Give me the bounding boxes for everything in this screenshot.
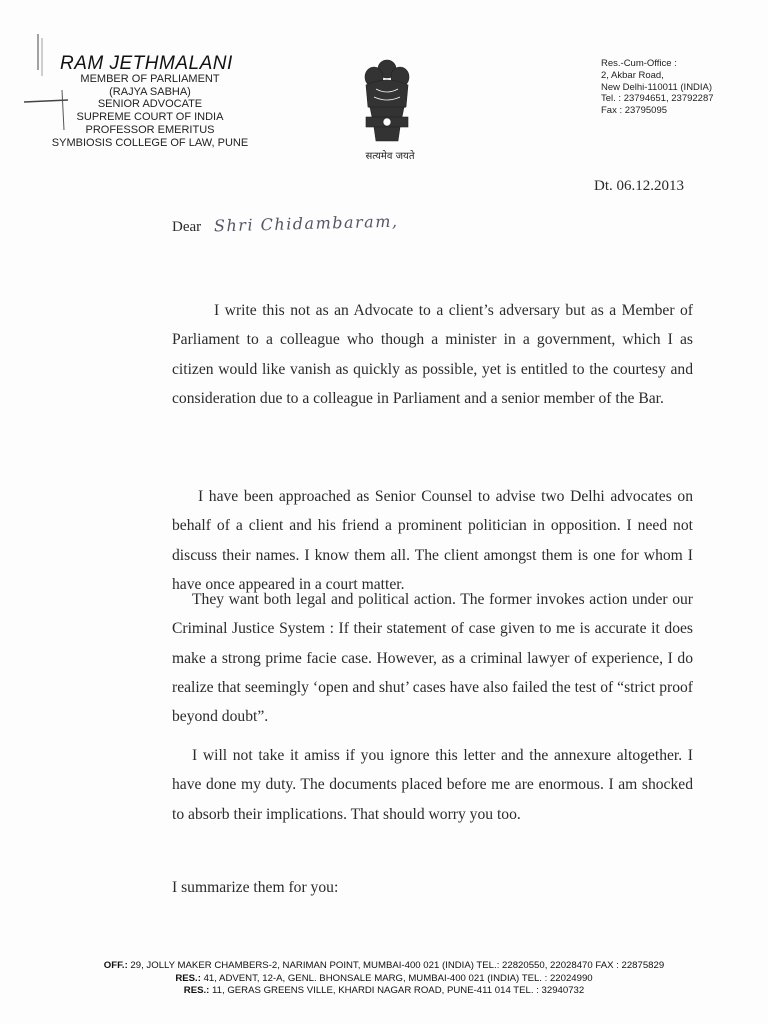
footer-line: [20, 985, 748, 998]
letterhead-left: [30, 53, 270, 150]
body-paragraph: I have been approached as Senior Counsel to advise two Delhi advocates on behalf of a client and his friend a prominent politician in opposition. I need not discuss their names. I know them all. The client amongst them is one for whom I have once appeared in a court matter.: [172, 488, 693, 593]
letterhead-line: SYMBIOSIS COLLEGE OF LAW, PUNE: [51, 136, 249, 149]
letterhead-line: SENIOR ADVOCATE: [97, 98, 203, 111]
footer-label: RES.:: [183, 985, 210, 996]
letterhead-address: [601, 58, 768, 117]
letter-date: Dt. 06.12.2013: [594, 178, 684, 194]
body-paragraph: They want both legal and political action. The former invokes action under our Criminal Justice System : If their statement of case given to me is accurate it does make a strong prime facie case. However, as a criminal lawyer of experience, I do realize that seemingly ‘open and shut’ cases have also failed the test of “strict proof beyond doubt”.: [172, 591, 693, 726]
address-line: Tel. : 23794651, 23792287: [601, 93, 714, 105]
footer-text: 29, JOLLY MAKER CHAMBERS-2, NARIMAN POINT, MUMBAI-400 021 (INDIA) TEL.: 22820550, 22028470 FAX : 22875829: [127, 960, 665, 971]
address-line: Fax : 23795095: [601, 105, 668, 117]
letterhead-footer: [20, 960, 748, 998]
footer-label: RES.:: [175, 972, 201, 984]
footer-text: 11, GERAS GREENS VILLE, KHARDI NAGAR ROAD, PUNE-411 014 TEL. : 32940732: [209, 985, 585, 996]
letterhead-line: SUPREME COURT OF INDIA: [76, 111, 224, 124]
footer-line: [20, 960, 748, 973]
sender-name: RAM JETHMALANI: [60, 53, 233, 74]
footer-label: OFF.:: [103, 960, 128, 971]
address-line: Res.-Cum-Office :: [601, 58, 677, 69]
footer-line: [20, 973, 748, 986]
letterhead-line: (RAJYA SABHA): [109, 85, 191, 98]
body-paragraph: I write this not as an Advocate to a client’s adversary but as a Member of Parliament to a colleague who though a minister in a government, which I as citizen would like vanish as quickly as possible, yet is entitled to the courtesy and consideration due to a colleague in Parliament and a senior member of the Bar.: [172, 302, 693, 407]
letterhead-line: MEMBER OF PARLIAMENT: [80, 72, 220, 85]
salutation: Dear: [172, 219, 202, 235]
address-line: New Delhi-110011 (INDIA): [601, 81, 713, 93]
emblem-motto: सत्यमेव जयते: [365, 151, 415, 162]
body-paragraph: I will not take it amiss if you ignore this letter and the annexure altogether. I have done my duty. The documents placed before me are enormous. I am shocked to absorb their implications. That should worry you too.: [172, 747, 693, 823]
address-line: 2, Akbar Road,: [601, 69, 664, 81]
handwritten-addressee: Shri Chidambaram,: [213, 211, 399, 236]
body-paragraph: I summarize them for you:: [172, 879, 339, 896]
letterhead-line: PROFESSOR EMERITUS: [85, 123, 215, 136]
footer-text: 41, ADVENT, 12-A, GENL. BHONSALE MARG, MUMBAI-400 021 (INDIA) TEL. : 22024990: [200, 972, 593, 984]
